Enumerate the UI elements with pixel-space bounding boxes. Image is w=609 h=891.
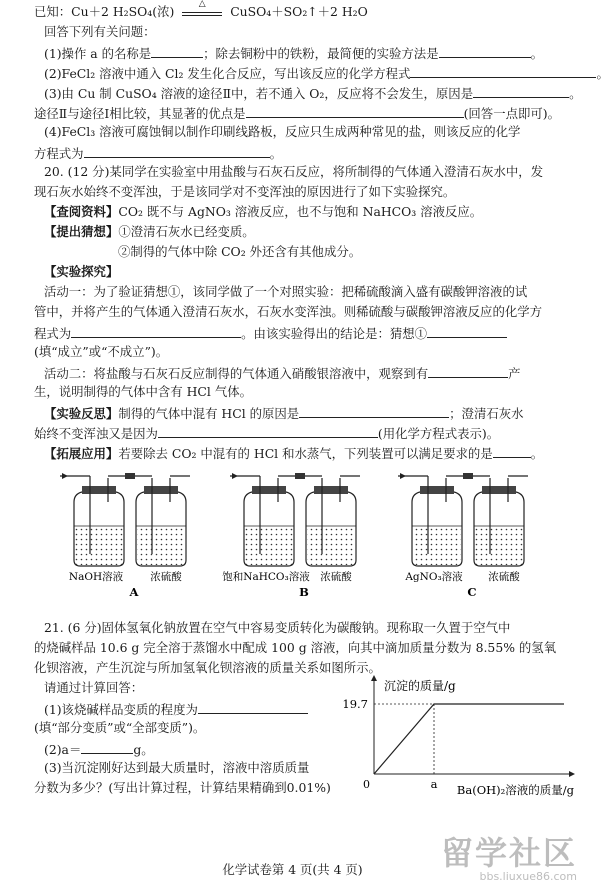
left-bottle-label: 饱和NaHCO₃溶液 — [222, 571, 310, 583]
bottle-liquid — [75, 526, 123, 565]
bottle-stopper — [482, 486, 516, 494]
inlet-arrow-icon — [62, 473, 68, 479]
answer-blank[interactable] — [410, 64, 596, 78]
answer-blank[interactable] — [151, 44, 203, 58]
reflection-line2: 始终不变浑浊又是因为 (用化学方程式表示)。 — [34, 426, 500, 441]
answer-blank[interactable] — [81, 740, 133, 754]
application-line: 【拓展应用】若要除去 CO₂ 中混有的 HCl 和水蒸气，下列装置可以满足要求的是 。 — [44, 446, 544, 461]
q20-hypothesis-1: 【提出猜想】①澄清石灰水已经变质。 — [44, 224, 255, 239]
known-equation — [34, 0, 368, 20]
known-prefix: 已知：Cu＋2 H₂SO₄(浓) — [34, 4, 175, 19]
apparatus-letter: A — [129, 585, 139, 599]
answer-blank[interactable] — [439, 44, 531, 58]
q19-part3-line2: 途径Ⅱ与途径Ⅰ相比较，其显著的优点是 (回答一点即可)。 — [34, 106, 560, 121]
equation-arrow — [182, 0, 222, 16]
apparatus-c — [398, 473, 528, 599]
bottle-liquid — [413, 526, 461, 565]
q19-part1: (1)操作 a 的名称是 ；除去铜粉中的铁粉，最简便的实验方法是 。 — [44, 46, 543, 61]
reflection-line1: 【实验反思】制得的气体中混有 HCl 的原因是 ；澄清石灰水 — [44, 406, 524, 421]
q21-request: 请通过计算回答： — [44, 680, 144, 695]
apparatus-letter: C — [467, 585, 477, 599]
inlet-arrow-icon — [232, 473, 238, 479]
heat-condition: △ — [198, 0, 206, 9]
right-bottle-label: 浓硫酸 — [320, 571, 352, 583]
inlet-arrow-icon — [400, 473, 406, 479]
q21-part3-line2: 分数为多少？(写出计算过程，计算结果精确到0.01%) — [34, 780, 331, 795]
precipitate-series-line — [374, 704, 564, 774]
answer-blank[interactable] — [198, 700, 308, 714]
q21-stem-line3: 化钡溶液，产生沉淀与所加氢氧化钡溶液的质量关系如图所示。 — [34, 660, 381, 675]
left-bottle-label: AgNO₃溶液 — [405, 571, 463, 583]
watermark-sub: bbs.liuxue86.com — [479, 870, 577, 883]
bottle-liquid — [137, 526, 185, 565]
q20-hypothesis-2: ②制得的气体中除 CO₂ 外还含有其他成分。 — [118, 244, 362, 259]
activity1-line1: 活动一：为了验证猜想①，该同学做了一个对照实验：把稀硫酸滴入盛有碳酸钾溶液的试 — [44, 284, 528, 299]
q20-experiment-label: 【实验探究】 — [44, 264, 119, 279]
answer-blank[interactable] — [246, 104, 464, 118]
bottle-liquid — [307, 526, 355, 565]
activity1-line3: 程式为 。由该实验得出的结论是：猜想① — [34, 324, 507, 342]
q21-stem-line2: 的烧碱样品 10.6 g 完全溶于蒸馏水中配成 100 g 溶液，向其中滴加质量分数为 8.55% 的氢氧 — [34, 640, 557, 655]
rubber-joint — [463, 473, 473, 479]
known-suffix: CuSO₄＋SO₂↑＋2 H₂O — [230, 4, 368, 19]
answer-blank[interactable] — [427, 324, 507, 338]
right-bottle-label: 浓硫酸 — [150, 571, 182, 583]
x-axis-label: Ba(OH)₂溶液的质量/g — [456, 783, 574, 797]
q19-part4-line2: 方程式为 。 — [34, 146, 282, 161]
left-bottle-label: NaOH溶液 — [68, 571, 124, 583]
watermark — [441, 836, 577, 883]
apparatus-figure — [60, 468, 560, 608]
q21-part1: (1)该烧碱样品变质的程度为 — [44, 700, 308, 718]
bottle-stopper — [314, 486, 348, 494]
y-axis-label: 沉淀的质量/g — [384, 679, 456, 693]
bottle-stopper — [252, 486, 286, 494]
answer-blank[interactable] — [71, 324, 241, 338]
answer-blank[interactable] — [158, 424, 378, 438]
answer-blank[interactable] — [473, 84, 569, 98]
q21-part3-line1: (3)当沉淀刚好达到最大质量时，溶液中溶质质量 — [44, 760, 310, 775]
bottle-stopper — [144, 486, 178, 494]
rubber-joint — [295, 473, 305, 479]
activity1-line4: (填“成立”或“不成立”)。 — [34, 344, 169, 359]
q21-part1-line2: (填“部分变质”或“全部变质”)。 — [34, 720, 206, 735]
answer-intro: 回答下列有关问题： — [44, 24, 156, 39]
q19-part3-line1: (3)由 Cu 制 CuSO₄ 溶液的途径Ⅱ中，若不通入 O₂，反应将不会发生，原因是 。 — [44, 86, 582, 101]
rubber-joint — [125, 473, 135, 479]
answer-blank[interactable] — [84, 144, 270, 158]
bottle-stopper — [82, 486, 116, 494]
q19-part2: (2)FeCl₂ 溶液中通入 Cl₂ 发生化合反应，写出该反应的化学方程式 。 — [44, 66, 609, 81]
watermark-main: 留学社区 — [440, 834, 577, 872]
bottle-liquid — [475, 526, 523, 565]
q19-part4-line1: (4)FeCl₃ 溶液可腐蚀铜以制作印刷线路板，反应只生成两种常见的盐，则该反应的化学 — [44, 124, 521, 139]
answer-blank[interactable] — [428, 364, 508, 378]
y-tick-label: 19.7 — [342, 697, 368, 711]
apparatus-a — [60, 473, 190, 599]
origin-label: 0 — [363, 778, 370, 791]
page-footer: 化学试卷第 4 页(共 4 页) — [222, 862, 363, 877]
q20-stem-line2: 现石灰水始终不变浑浊，于是该同学对不变浑浊的原因进行了如下实验探究。 — [34, 184, 456, 199]
q20-reference: 【查阅资料】CO₂ 既不与 AgNO₃ 溶液反应，也不与饱和 NaHCO₃ 溶液反应。 — [44, 204, 483, 219]
answer-blank[interactable] — [493, 444, 531, 458]
x-tick-label: a — [430, 777, 438, 791]
q20-stem-line1: 20. (12 分)某同学在实验室中用盐酸与石灰石反应，将所制得的气体通入澄清石灰水中，发 — [44, 164, 544, 179]
apparatus-b — [222, 473, 360, 599]
precipitate-chart — [328, 672, 580, 800]
answer-blank[interactable] — [299, 404, 449, 418]
apparatus-letter: B — [299, 585, 309, 599]
activity1-line2: 管中，并将产生的气体通入澄清石灰水，石灰水变浑浊。则稀硫酸与碳酸钾溶液反应的化学方 — [34, 304, 543, 319]
activity2-line2: 生，说明制得的气体中含有 HCl 气体。 — [34, 384, 252, 399]
activity2-line1: 活动二：将盐酸与石灰石反应制得的气体通入硝酸银溶液中，观察到有 产 — [44, 366, 521, 381]
bottle-stopper — [420, 486, 454, 494]
q21-part2: (2)a＝ g。 — [44, 742, 154, 757]
q21-stem-line1: 21. (6 分)固体氢氧化钠放置在空气中容易变质转化为碳酸钠。现称取一久置于空气中 — [44, 620, 511, 635]
right-bottle-label: 浓硫酸 — [488, 571, 520, 583]
bottle-liquid — [245, 526, 293, 565]
